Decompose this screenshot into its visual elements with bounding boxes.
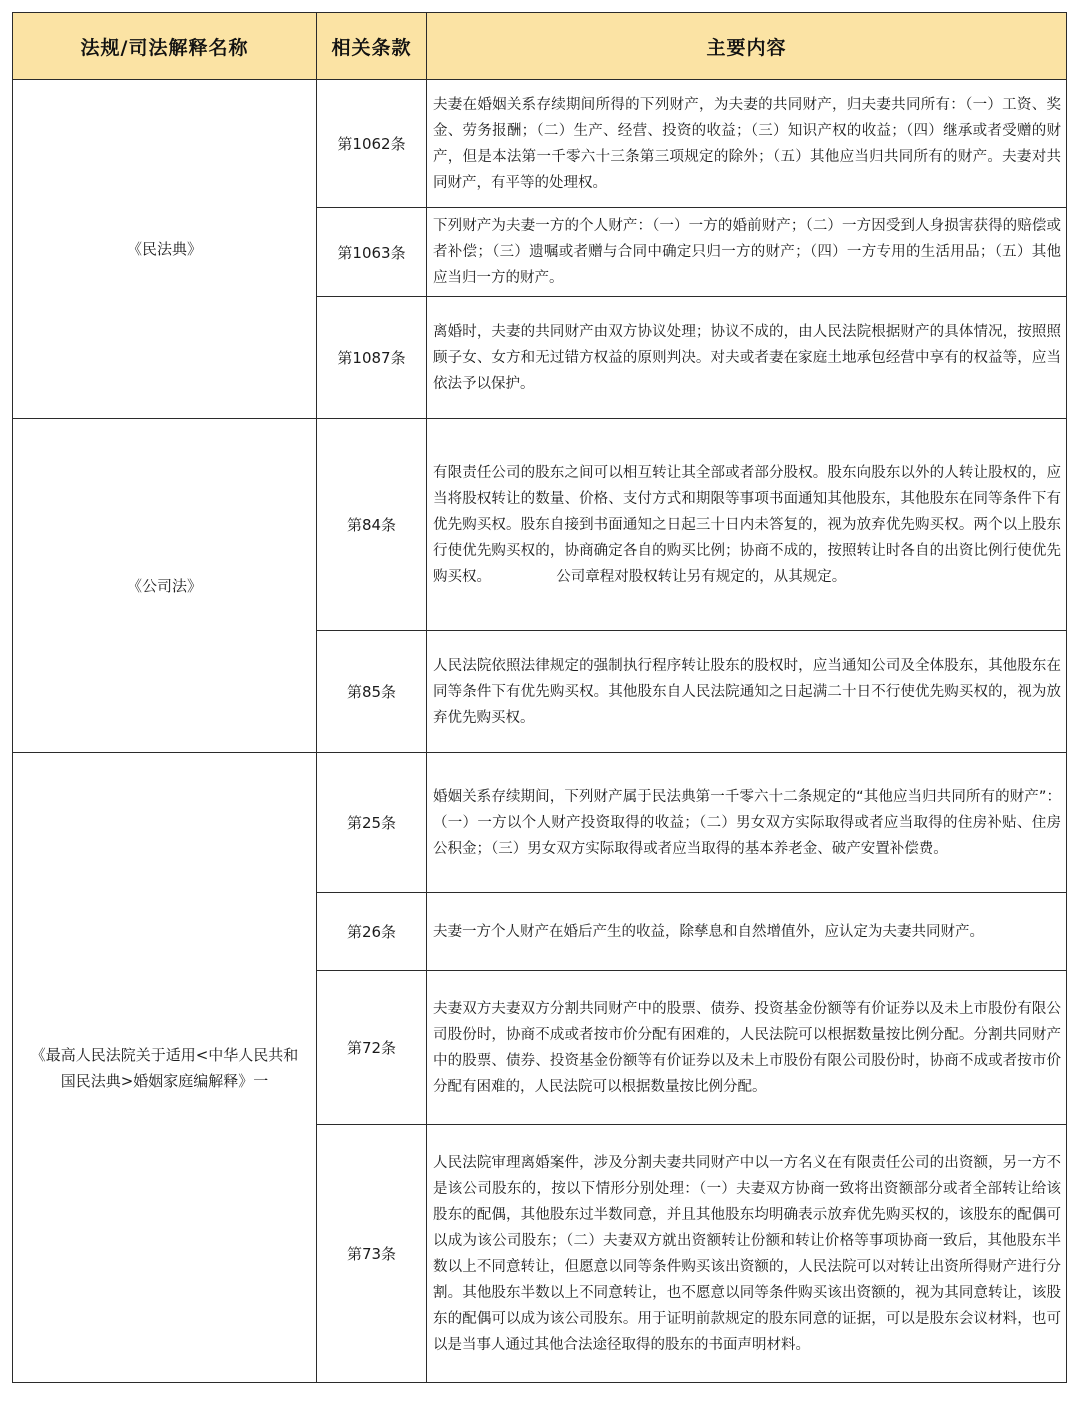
content-cell: 人民法院审理离婚案件，涉及分割夫妻共同财产中以一方名义在有限责任公司的出资额，另一方不是该公司股东的，按以下情形分别处理：（一）夫妻双方协商一致将出资额部分或者全部转让给该股东的配偶，其他股东过半数同意，并且其他股东均明确表示放弃优先购买权的，该股东的配偶可以成为该公司股东；（二）夫妻双方就出资额转让份额和转让价格等事项协商一致后，其他股东半数以上不同意转让，但愿意以同等条件购买该出资额的，人民法院可以对转让出资所得财产进行分割。其他股东半数以上不同意转让，也不愿意以同等条件购买该出资额的，视为其同意转让，该股东的配偶可以成为该公司股东。用于证明前款规定的股东同意的证据，可以是股东会议材料，也可以是当事人通过其他合法途径取得的股东的书面声明材料。 (427, 1125, 1067, 1383)
law-name-judicial-interpretation: 《最高人民法院关于适用<中华人民共和国民法典>婚姻家庭编解释》一 (13, 753, 317, 1383)
content-cell: 人民法院依照法律规定的强制执行程序转让股东的股权时，应当通知公司及全体股东，其他股东在同等条件下有优先购买权。其他股东自人民法院通知之日起满二十日不行使优先购买权的，视为放弃优先购买权。 (427, 631, 1067, 753)
content-cell: 下列财产为夫妻一方的个人财产：（一）一方的婚前财产；（二）一方因受到人身损害获得的赔偿或者补偿；（三）遗嘱或者赠与合同中确定只归一方的财产；（四）一方专用的生活用品；（五）其他应当归一方的财产。 (427, 208, 1067, 297)
article-cell: 第1062条 (317, 80, 427, 208)
table-row (13, 80, 1067, 208)
law-table-container (12, 12, 1066, 1383)
article-cell: 第26条 (317, 893, 427, 971)
header-article: 相关条款 (317, 13, 427, 80)
table-row (13, 753, 1067, 893)
article-cell: 第1063条 (317, 208, 427, 297)
content-cell: 夫妻在婚姻关系存续期间所得的下列财产，为夫妻的共同财产，归夫妻共同所有：（一）工资、奖金、劳务报酬；（二）生产、经营、投资的收益；（三）知识产权的收益；（四）继承或者受赠的财产，但是本法第一千零六十三条第三项规定的除外；（五）其他应当归共同所有的财产。夫妻对共同财产，有平等的处理权。 (427, 80, 1067, 208)
content-cell: 有限责任公司的股东之间可以相互转让其全部或者部分股权。股东向股东以外的人转让股权的，应当将股权转让的数量、价格、支付方式和期限等事项书面通知其他股东，其他股东在同等条件下有优先购买权。股东自接到书面通知之日起三十日内未答复的，视为放弃优先购买权。两个以上股东行使优先购买权的，协商确定各自的购买比例；协商不成的，按照转让时各自的出资比例行使优先购买权。 公司章程对股权转让另有规定的，从其规定。 (427, 419, 1067, 631)
article-cell: 第1087条 (317, 297, 427, 419)
header-content: 主要内容 (427, 13, 1067, 80)
law-name-company-law: 《公司法》 (13, 419, 317, 753)
law-table (12, 12, 1067, 1383)
table-header-row (13, 13, 1067, 80)
table-row (13, 419, 1067, 631)
content-cell: 夫妻双方夫妻双方分割共同财产中的股票、债券、投资基金份额等有价证券以及未上市股份有限公司股份时，协商不成或者按市价分配有困难的，人民法院可以根据数量按比例分配。分割共同财产中的股票、债券、投资基金份额等有价证券以及未上市股份有限公司股份时，协商不成或者按市价分配有困难的，人民法院可以根据数量按比例分配。 (427, 971, 1067, 1125)
law-name-civil-code: 《民法典》 (13, 80, 317, 419)
article-cell: 第84条 (317, 419, 427, 631)
article-cell: 第73条 (317, 1125, 427, 1383)
content-cell: 婚姻关系存续期间，下列财产属于民法典第一千零六十二条规定的“其他应当归共同所有的财产”：（一）一方以个人财产投资取得的收益；（二）男女双方实际取得或者应当取得的住房补贴、住房公积金；（三）男女双方实际取得或者应当取得的基本养老金、破产安置补偿费。 (427, 753, 1067, 893)
content-cell: 离婚时，夫妻的共同财产由双方协议处理；协议不成的，由人民法院根据财产的具体情况，按照照顾子女、女方和无过错方权益的原则判决。对夫或者妻在家庭土地承包经营中享有的权益等，应当依法予以保护。 (427, 297, 1067, 419)
content-cell: 夫妻一方个人财产在婚后产生的收益，除孳息和自然增值外，应认定为夫妻共同财产。 (427, 893, 1067, 971)
article-cell: 第72条 (317, 971, 427, 1125)
article-cell: 第25条 (317, 753, 427, 893)
header-law-name: 法规/司法解释名称 (13, 13, 317, 80)
article-cell: 第85条 (317, 631, 427, 753)
